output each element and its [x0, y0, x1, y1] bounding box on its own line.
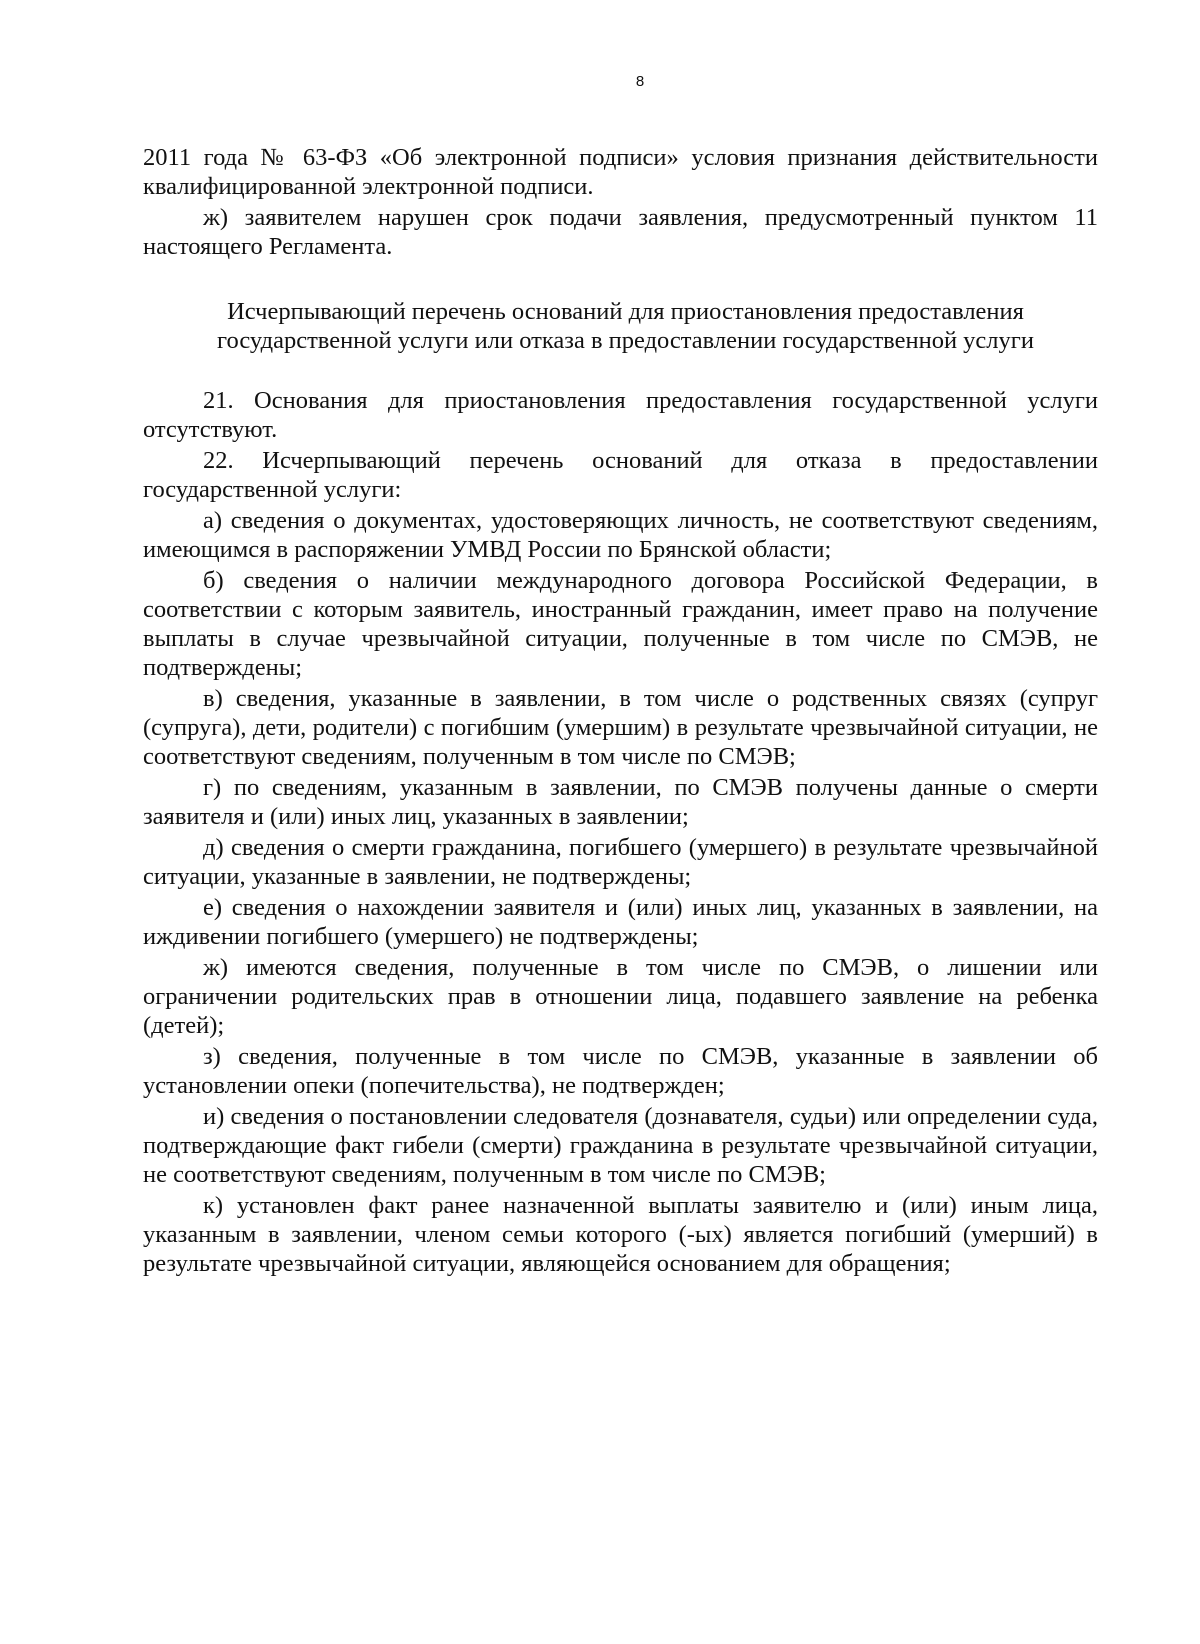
paragraph-item-zh-deadline: ж) заявителем нарушен срок подачи заявления, предусмотренный пунктом 11 настоящего Регламента.: [143, 204, 1098, 260]
section-heading: [143, 297, 1098, 355]
section-title-line-2: государственной услуги или отказа в предоставлении государственной услуги: [217, 327, 1034, 354]
paragraph-22: 22. Исчерпывающий перечень оснований для отказа в предоставлении государственной услуги:: [143, 447, 1098, 503]
list-item-v: в) сведения, указанные в заявлении, в том числе о родственных связях (супруг (супруга), дети, родители) с погибшим (умершим) в результате чрезвычайной ситуации, не соответствуют сведениям, полученным в том числе по СМЭВ;: [143, 685, 1098, 770]
list-item-b: б) сведения о наличии международного договора Российской Федерации, в соответствии с которым заявитель, иностранный гражданин, имеет право на получение выплаты в случае чрезвычайной ситуации, полученные в том числе по СМЭВ, не подтверждены;: [143, 567, 1098, 681]
list-item-i: и) сведения о постановлении следователя (дознавателя, судьи) или определении суда, подтверждающие факт гибели (смерти) гражданина в результате чрезвычайной ситуации, не соответствуют сведениям, полученным в том числе по СМЭВ;: [143, 1103, 1098, 1188]
list-item-a: а) сведения о документах, удостоверяющих личность, не соответствуют сведениям, имеющимся в распоряжении УМВД России по Брянской области;: [143, 507, 1098, 563]
document-body: [143, 143, 1098, 1278]
list-item-z: з) сведения, полученные в том числе по СМЭВ, указанные в заявлении об установлении опеки (попечительства), не подтвержден;: [143, 1043, 1098, 1099]
paragraph-21: 21. Основания для приостановления предоставления государственной услуги отсутствуют.: [143, 387, 1098, 443]
list-item-e: е) сведения о нахождении заявителя и (или) иных лиц, указанных в заявлении, на иждивении погибшего (умершего) не подтверждены;: [143, 894, 1098, 950]
list-item-d: д) сведения о смерти гражданина, погибшего (умершего) в результате чрезвычайной ситуации, указанные в заявлении, не подтверждены;: [143, 834, 1098, 890]
paragraph-continuation: 2011 года № 63-ФЗ «Об электронной подписи» условия признания действительности квалифицированной электронной подписи.: [143, 144, 1098, 200]
section-title-line-1: Исчерпывающий перечень оснований для приостановления предоставления: [227, 298, 1024, 325]
section-content: [143, 386, 1098, 1278]
page-number: 8: [635, 73, 645, 90]
list-item-zh: ж) имеются сведения, полученные в том числе по СМЭВ, о лишении или ограничении родительских прав в отношении лица, подавшего заявление на ребенка (детей);: [143, 954, 1098, 1039]
list-item-g: г) по сведениям, указанным в заявлении, по СМЭВ получены данные о смерти заявителя и (или) иных лиц, указанных в заявлении;: [143, 774, 1098, 830]
list-item-k: к) установлен факт ранее назначенной выплаты заявителю и (или) иным лица, указанным в заявлении, членом семьи которого (-ых) является погибший (умерший) в результате чрезвычайной ситуации, являющейся основанием для обращения;: [143, 1192, 1098, 1277]
